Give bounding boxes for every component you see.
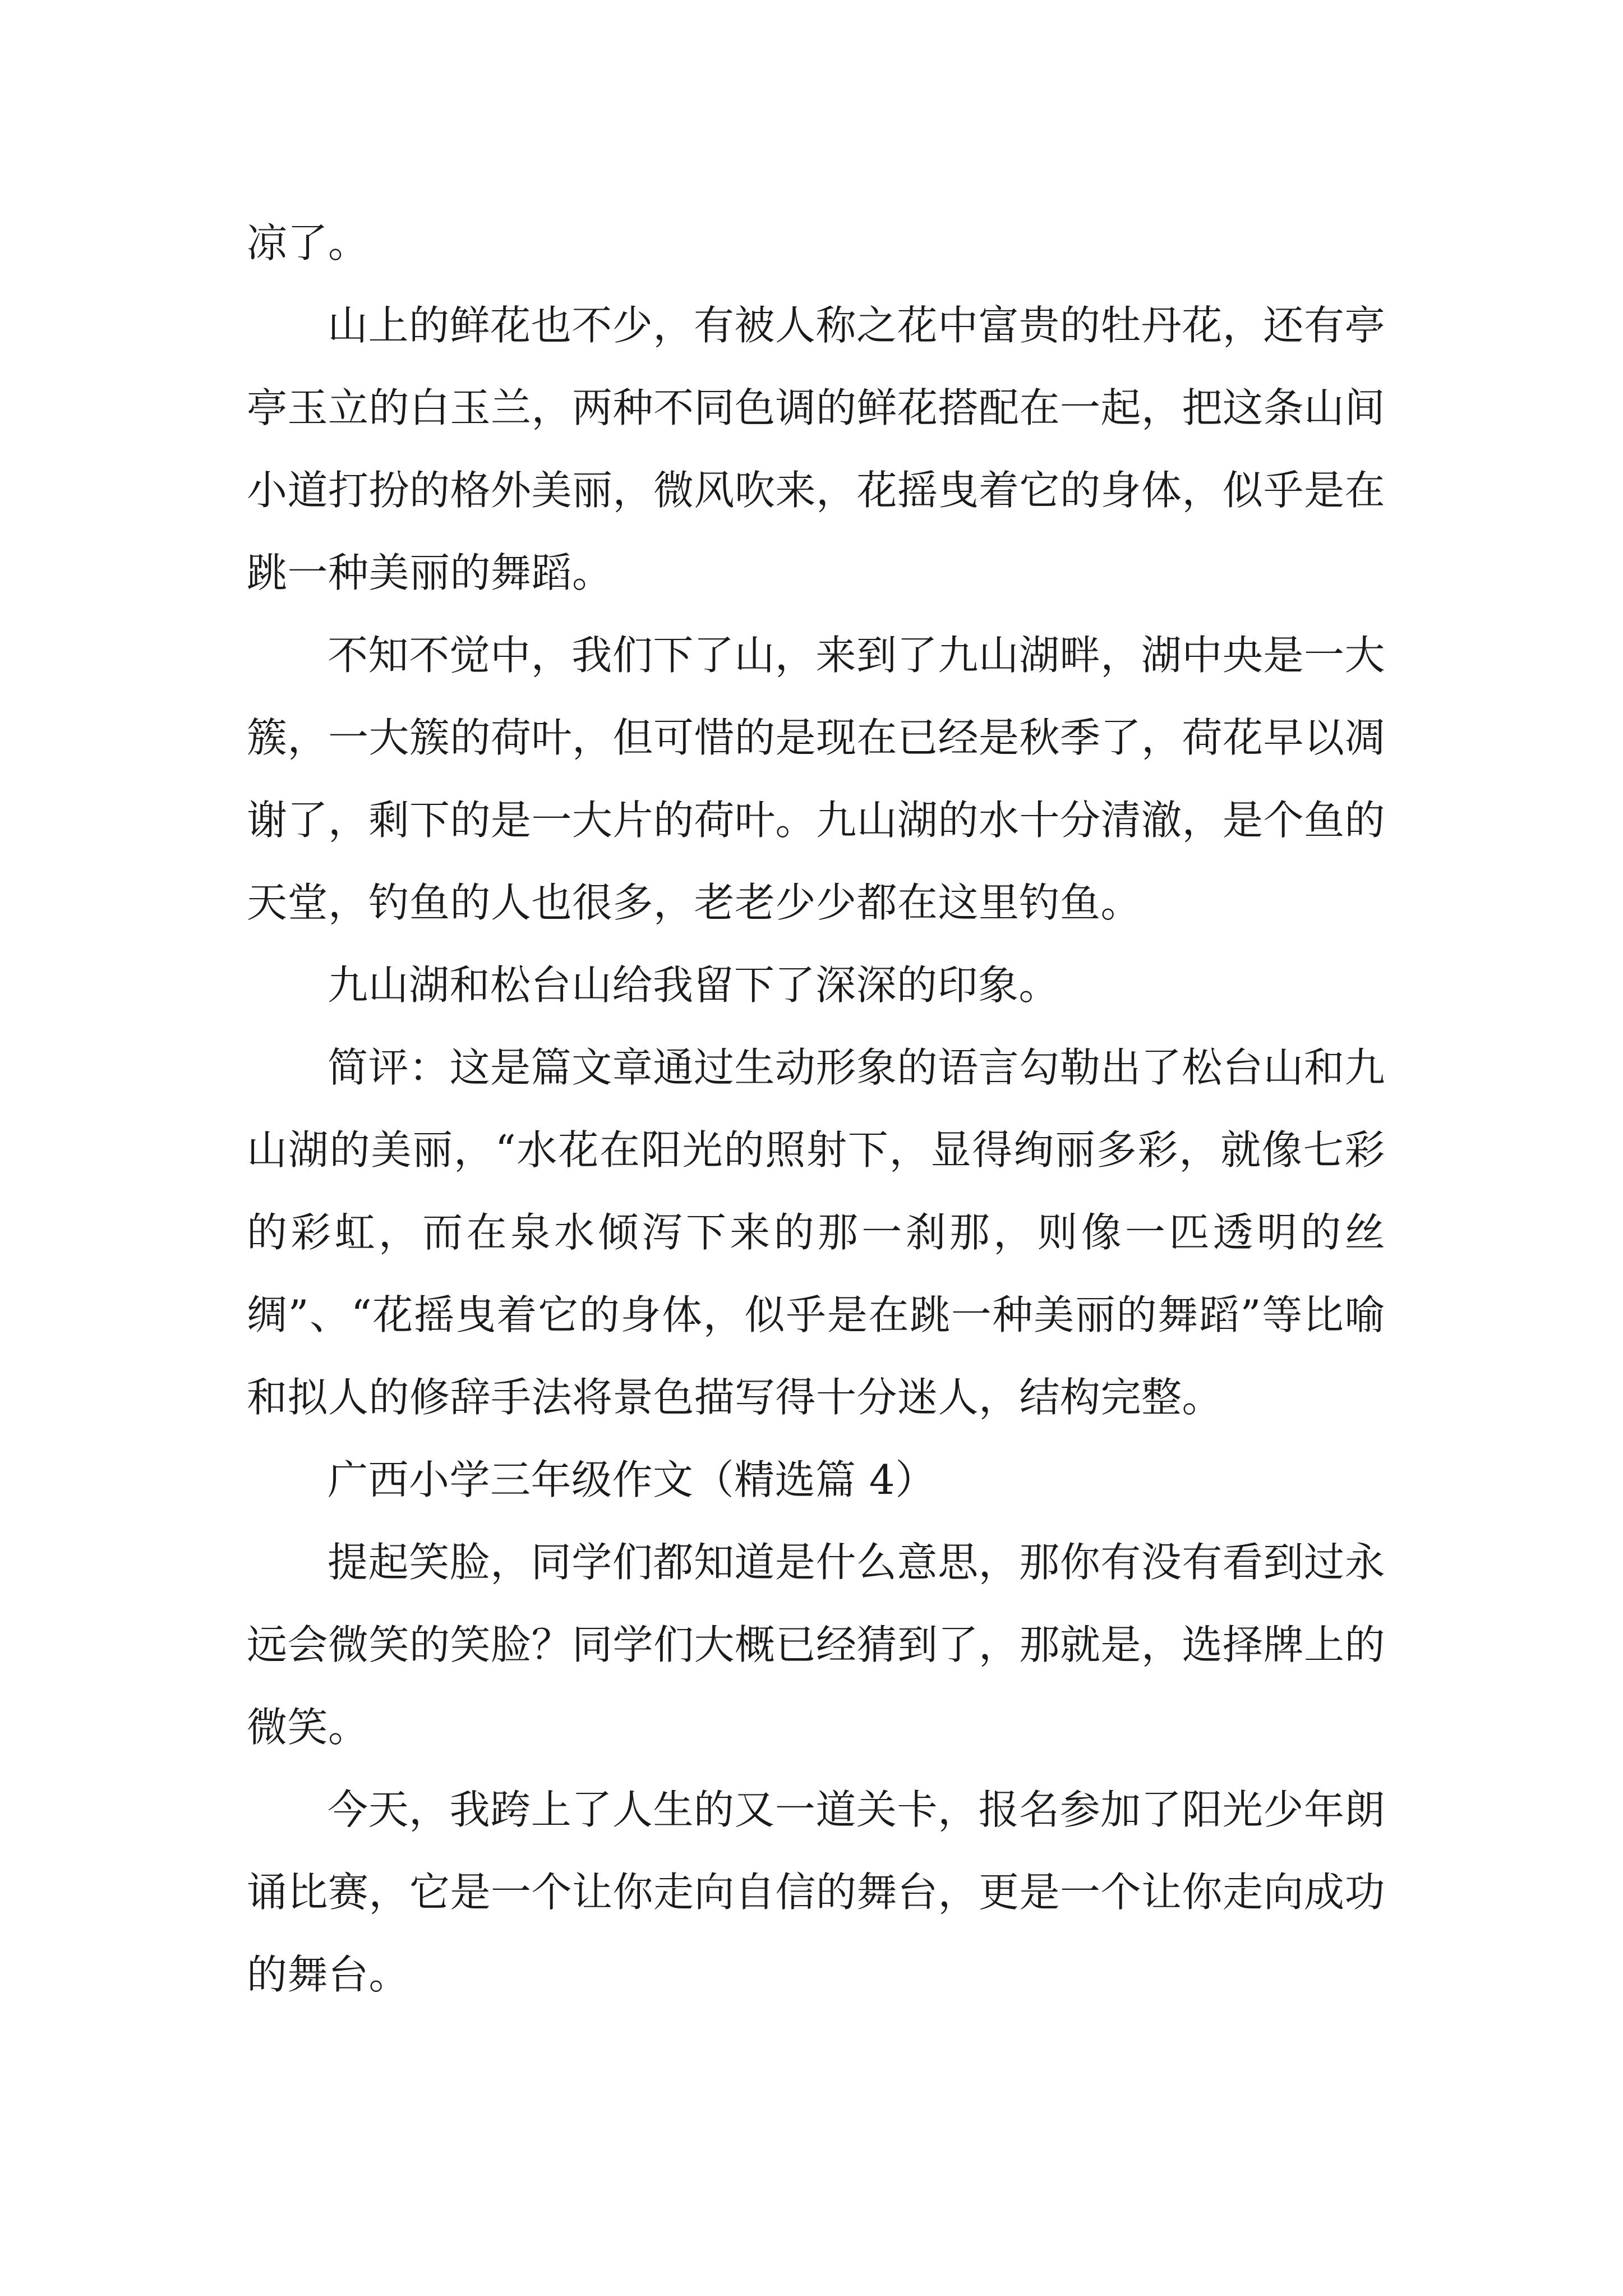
document-body: [247, 202, 1385, 2016]
paragraph-smile: 提起笑脸，同学们都知道是什么意思，那你有没有看到过永远会微笑的笑脸？同学们大概已经猜到了，那就是，选择牌上的微笑。: [247, 1539, 1386, 1751]
paragraph-lake: 不知不觉中，我们下了山，来到了九山湖畔，湖中央是一大簇，一大簇的荷叶，但可惜的是现在已经是秋季了，荷花早以凋谢了，剩下的是一大片的荷叶。九山湖的水十分清澈，是个鱼的天堂，钓鱼的人也很多，老老少少都在这里钓鱼。: [247, 632, 1386, 926]
paragraph-contest: 今天，我跨上了人生的又一道关卡，报名参加了阳光少年朗诵比赛，它是一个让你走向自信的舞台，更是一个让你走向成功的舞台。: [247, 1786, 1386, 1998]
paragraph-flowers: 山上的鲜花也不少，有被人称之花中富贵的牡丹花，还有亭亭玉立的白玉兰，两种不同色调的鲜花搭配在一起，把这条山间小道打扮的格外美丽，微风吹来，花摇曳着它的身体，似乎是在跳一种美丽的舞蹈。: [247, 302, 1386, 596]
paragraph-impression: 九山湖和松台山给我留下了深深的印象。: [328, 961, 1060, 1009]
paragraph-review: 简评：这是篇文章通过生动形象的语言勾勒出了松台山和九山湖的美丽，“水花在阳光的照射下，显得绚丽多彩，就像七彩的彩虹，而在泉水倾泻下来的那一刹那，则像一匹透明的丝绸”、“花摇曳着它的身体，似乎是在跳一种美丽的舞蹈”等比喻和拟人的修辞手法将景色描写得十分迷人，结构完整。: [247, 1044, 1385, 1421]
essay-heading: 广西小学三年级作文（精选篇 4）: [328, 1456, 936, 1503]
paragraph-continuation: 凉了。: [247, 219, 369, 266]
